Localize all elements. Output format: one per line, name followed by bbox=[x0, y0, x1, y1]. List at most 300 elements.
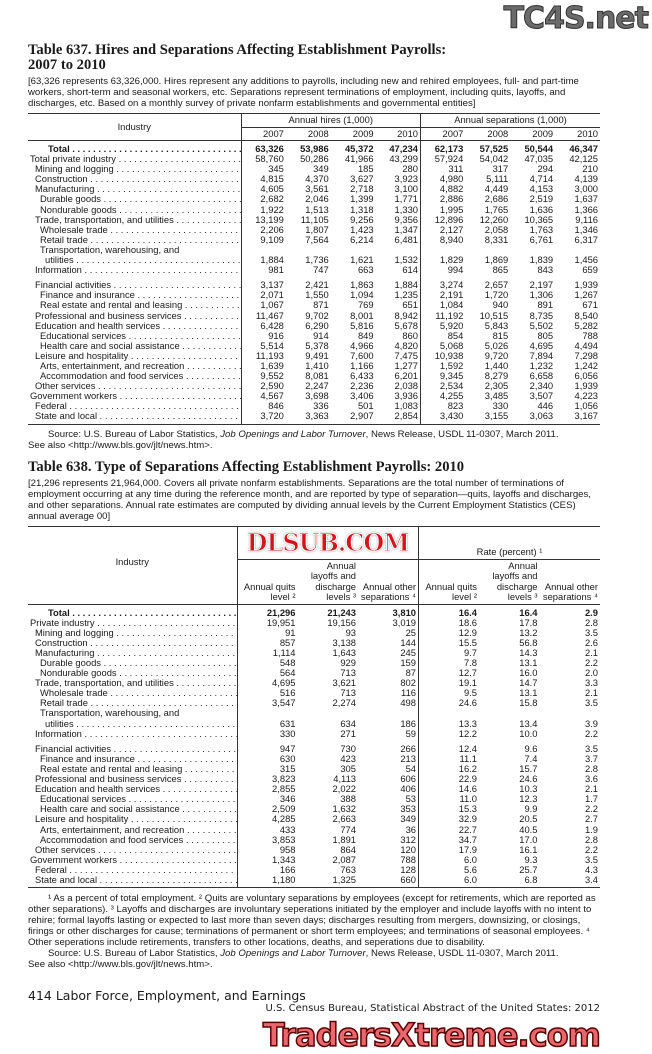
table-cell: 805 bbox=[537, 329, 554, 341]
table-cell: 747 bbox=[313, 264, 329, 276]
table-cell: 4,714 bbox=[529, 173, 554, 185]
table-cell: 12.3 bbox=[519, 793, 538, 805]
table-cell: 1,343 bbox=[272, 853, 296, 865]
row-label bbox=[28, 311, 241, 321]
table-cell: 730 bbox=[340, 742, 356, 754]
table-cell: 1,083 bbox=[376, 401, 421, 411]
table-cell: 671 bbox=[582, 299, 598, 311]
row-label-text: State and local . . . bbox=[35, 411, 241, 421]
table-row bbox=[28, 235, 600, 245]
table-cell: 3.7 bbox=[584, 752, 598, 764]
table-cell: 19,156 bbox=[327, 616, 356, 628]
table-cell: 3,138 bbox=[332, 636, 356, 648]
table-cell: 1,884 bbox=[260, 254, 284, 266]
table-cell: 1,056 bbox=[574, 400, 598, 412]
row-label bbox=[28, 321, 241, 331]
row-label bbox=[28, 764, 237, 774]
table-cell: 22.9 bbox=[458, 773, 477, 785]
table-cell: 3,621 bbox=[332, 677, 356, 689]
table-cell: 13.1 bbox=[519, 687, 538, 699]
table-cell: 1,632 bbox=[332, 803, 356, 815]
row-label bbox=[28, 875, 237, 888]
table-cell: 994 bbox=[447, 264, 464, 276]
table-cell: 21,243 bbox=[327, 606, 356, 618]
table-cell: 62,173 bbox=[434, 143, 464, 154]
table-cell: 498 bbox=[358, 698, 419, 708]
table-cell: 1,939 bbox=[574, 279, 598, 291]
row-label-text: Government workers . . . bbox=[30, 391, 241, 401]
row-label-text: Total . . . bbox=[48, 143, 241, 154]
row-label-text: Construction . . . bbox=[35, 174, 241, 184]
row-label-text: Health care and social assistance . . . bbox=[40, 804, 237, 814]
table-row bbox=[28, 719, 600, 729]
table-cell: 3,000 bbox=[574, 183, 598, 195]
table-cell: 12,260 bbox=[479, 213, 509, 225]
table-cell: 349 bbox=[358, 814, 419, 824]
table-cell: 6,481 bbox=[376, 235, 421, 245]
row-label bbox=[28, 774, 237, 784]
table-cell: 713 bbox=[340, 687, 356, 699]
table-cell: 947 bbox=[279, 742, 296, 754]
table-cell: 3,137 bbox=[260, 279, 284, 291]
table-638-source: Source: U.S. Bureau of Labor Statistics, Job Openings and Labor Turnover, News Release, USDL 11-0307, March 2011. See also <http://www.bls.gov/jlt/news.htm>. bbox=[28, 948, 559, 971]
table-cell: 294 bbox=[537, 163, 554, 175]
table-cell: 2,236 bbox=[350, 380, 374, 392]
table-cell: 1,884 bbox=[376, 275, 421, 290]
table-cell: 3.3 bbox=[584, 677, 598, 689]
row-label-text: Durable goods . . . bbox=[40, 658, 237, 668]
row-label bbox=[28, 141, 241, 155]
table-row bbox=[28, 754, 600, 764]
row-label bbox=[28, 719, 237, 729]
table-cell: 2,590 bbox=[260, 380, 284, 392]
table-cell: 4,370 bbox=[305, 173, 329, 185]
table-cell: 3,561 bbox=[305, 183, 329, 195]
row-label-text: Government workers . . . bbox=[30, 855, 237, 865]
table-cell: 45,372 bbox=[344, 143, 374, 154]
table-row bbox=[28, 678, 600, 688]
watermark-dlsub: DLSUB.COM bbox=[246, 527, 409, 557]
table-cell: 651 bbox=[376, 300, 421, 310]
table-cell: 802 bbox=[358, 678, 419, 688]
row-label bbox=[28, 845, 237, 855]
row-label bbox=[28, 275, 241, 290]
table-cell: 4,815 bbox=[260, 173, 284, 185]
row-label-text: Professional and business services . . . bbox=[35, 311, 241, 321]
table-cell: 4,882 bbox=[439, 183, 464, 195]
table-cell: 311 bbox=[448, 163, 464, 175]
table-cell: 7,600 bbox=[350, 349, 374, 361]
table-cell: 7.8 bbox=[463, 657, 477, 668]
row-label-text: Information . . . bbox=[35, 729, 237, 739]
table-cell: 4,605 bbox=[260, 183, 284, 195]
table-cell: 10,365 bbox=[524, 213, 554, 225]
table-row bbox=[28, 814, 600, 824]
table-cell: 2,022 bbox=[332, 783, 356, 795]
row-label-text: Professional and business services . . . bbox=[35, 774, 237, 784]
table-cell: 857 bbox=[279, 636, 296, 648]
table-cell: 5,843 bbox=[484, 319, 509, 331]
row-label-text: Manufacturing . . . bbox=[35, 648, 237, 658]
col-header: Annual other separations ⁴ bbox=[540, 559, 601, 604]
table-cell: 5,920 bbox=[439, 319, 464, 331]
table-cell: 1,720 bbox=[484, 289, 509, 301]
table-cell: 19,951 bbox=[266, 616, 296, 628]
table-cell: 12.9 bbox=[458, 626, 477, 638]
col-header-year: 2009 bbox=[331, 127, 376, 141]
row-label-text: Health care and social assistance . . . bbox=[40, 341, 241, 351]
title-line-1: Table 637. Hires and Separations Affecting Establishment Payrolls: bbox=[28, 42, 447, 58]
table-cell: 1,513 bbox=[305, 203, 329, 215]
table-637-title bbox=[28, 43, 600, 73]
table-cell: 128 bbox=[358, 865, 419, 875]
table-cell: 1,637 bbox=[574, 193, 598, 205]
source-link[interactable]: See also <http://www.bls.gov/jlt/news.htm>. bbox=[28, 959, 213, 971]
table-cell: 4,223 bbox=[574, 390, 598, 402]
row-label bbox=[28, 255, 241, 265]
table-cell: 9,116 bbox=[575, 213, 598, 225]
table-cell: 2,274 bbox=[332, 697, 356, 709]
table-cell: 317 bbox=[492, 163, 509, 175]
table-cell: 2.8 bbox=[584, 616, 598, 628]
row-label-text: Accommodation and food services . . . bbox=[40, 835, 237, 845]
table-cell: 6,056 bbox=[574, 370, 598, 382]
table-cell: 2,854 bbox=[376, 411, 421, 424]
table-cell: 32.9 bbox=[458, 813, 477, 825]
table-cell: 3,155 bbox=[465, 411, 510, 424]
row-label-text: Mining and logging . . . bbox=[35, 164, 241, 174]
table-cell: 981 bbox=[268, 264, 284, 276]
table-cell: 769 bbox=[357, 299, 374, 311]
row-label bbox=[28, 245, 241, 255]
row-label-text: Education and health services . . . bbox=[35, 784, 237, 794]
table-cell: 3,923 bbox=[376, 174, 421, 184]
row-label bbox=[28, 184, 241, 194]
table-cell: 2,718 bbox=[350, 183, 374, 195]
row-label-text: Retail trade . . . bbox=[40, 235, 241, 245]
table-cell: 11,105 bbox=[300, 213, 329, 225]
table-cell: 16.4 bbox=[519, 606, 538, 618]
table-cell: 3,853 bbox=[272, 833, 296, 845]
col-header: Annual layoffs and discharge levels ³ bbox=[298, 559, 359, 604]
table-cell: 159 bbox=[358, 658, 419, 668]
row-label bbox=[28, 708, 237, 718]
row-label bbox=[28, 351, 241, 361]
row-label-text: Total private industry . . . bbox=[30, 154, 241, 164]
table-cell: 16.4 bbox=[458, 606, 477, 618]
row-label bbox=[28, 648, 237, 658]
table-cell: 3,363 bbox=[286, 411, 331, 424]
col-header-year: 2010 bbox=[555, 127, 600, 141]
table-cell: 10.0 bbox=[519, 727, 538, 739]
table-cell: 2,197 bbox=[529, 279, 554, 291]
table-cell: 634 bbox=[340, 717, 356, 729]
table-cell: 659 bbox=[582, 264, 598, 276]
table-cell: 1,807 bbox=[305, 223, 329, 235]
row-label-text: Real estate and rental and leasing . . . bbox=[40, 764, 237, 774]
table-cell: 10.3 bbox=[519, 783, 538, 795]
table-cell: 4,980 bbox=[439, 173, 464, 185]
table-cell: 1,763 bbox=[529, 223, 554, 235]
table-cell: 3,507 bbox=[529, 390, 554, 402]
table-cell: 1,084 bbox=[439, 299, 464, 311]
table-cell: 20.5 bbox=[519, 813, 538, 825]
table-cell: 3.5 bbox=[584, 626, 598, 638]
row-label bbox=[28, 215, 241, 225]
table-cell: 1,765 bbox=[484, 203, 509, 215]
row-label-text: Information . . . bbox=[35, 265, 241, 275]
page-footer-section: 414 Labor Force, Employment, and Earnings bbox=[28, 988, 306, 1004]
row-label-text: Leisure and hospitality . . . bbox=[35, 351, 241, 361]
table-cell: 446 bbox=[537, 400, 554, 412]
table-cell: 6,201 bbox=[376, 371, 421, 381]
table-cell: 2,421 bbox=[305, 279, 329, 291]
table-cell: 4,449 bbox=[484, 183, 509, 195]
table-cell: 63,326 bbox=[255, 143, 284, 154]
table-cell: 2,886 bbox=[439, 193, 464, 205]
table-cell: 22.7 bbox=[458, 823, 477, 835]
table-cell: 1.7 bbox=[584, 793, 598, 805]
row-label-text: Wholesale trade . . . bbox=[40, 225, 241, 235]
table-cell: 3.9 bbox=[584, 717, 598, 729]
row-label bbox=[28, 164, 241, 174]
table-cell: 19.1 bbox=[458, 677, 477, 689]
table-cell: 305 bbox=[340, 762, 356, 774]
table-cell: 15.7 bbox=[519, 762, 538, 774]
row-label bbox=[28, 341, 241, 351]
table-cell: 349 bbox=[313, 163, 329, 175]
table-cell: 1,550 bbox=[305, 289, 329, 301]
table-row bbox=[28, 618, 600, 628]
table-cell: 1,325 bbox=[298, 875, 359, 888]
table-cell: 423 bbox=[340, 752, 356, 764]
table-cell: 4,567 bbox=[260, 390, 284, 402]
table-cell: 891 bbox=[537, 299, 554, 311]
table-cell: 47,234 bbox=[376, 141, 421, 155]
table-cell: 7.4 bbox=[524, 752, 538, 764]
table-cell: 9,356 bbox=[376, 215, 421, 225]
table-cell: 330 bbox=[492, 400, 509, 412]
table-cell: 3,485 bbox=[484, 390, 509, 402]
table-cell: 3,810 bbox=[358, 604, 419, 618]
table-cell: 87 bbox=[358, 668, 419, 678]
table-cell: 9,109 bbox=[260, 233, 284, 245]
table-cell: 353 bbox=[358, 804, 419, 814]
table-cell: 42,125 bbox=[569, 153, 598, 165]
row-label-text: Trade, transportation, and utilities . . . bbox=[35, 215, 241, 225]
table-cell: 4,820 bbox=[376, 341, 421, 351]
row-label-text: Finance and insurance . . . bbox=[40, 290, 241, 300]
table-cell: 1,643 bbox=[332, 646, 356, 658]
table-cell: 3,406 bbox=[350, 390, 374, 402]
table-cell: 1,242 bbox=[574, 359, 598, 371]
table-cell: 1,410 bbox=[305, 359, 329, 371]
table-cell: 15.3 bbox=[458, 803, 477, 815]
table-cell: 2.9 bbox=[584, 606, 598, 618]
row-label bbox=[28, 300, 241, 310]
table-cell: 564 bbox=[279, 667, 296, 679]
row-label-text: Educational services . . . bbox=[40, 794, 237, 804]
table-cell: 186 bbox=[358, 719, 419, 729]
table-cell: 9.3 bbox=[524, 853, 538, 865]
table-cell: 9.5 bbox=[463, 687, 477, 699]
table-cell: 5,282 bbox=[574, 319, 598, 331]
table-row bbox=[28, 658, 600, 668]
row-label-text: Retail trade . . . bbox=[40, 698, 237, 708]
table-cell: 548 bbox=[279, 657, 296, 668]
table-row bbox=[28, 825, 600, 835]
table-cell: 6,658 bbox=[529, 370, 554, 382]
row-label-text: Transportation, warehousing, and bbox=[40, 708, 180, 719]
table-cell: 2.0 bbox=[584, 667, 598, 679]
table-cell: 864 bbox=[340, 843, 356, 855]
table-cell: 345 bbox=[268, 163, 284, 175]
source-link[interactable]: See also <http://www.bls.gov/jlt/news.htm>. bbox=[28, 439, 213, 451]
table-cell: 6,433 bbox=[350, 370, 374, 382]
row-label bbox=[28, 290, 241, 300]
row-label bbox=[28, 391, 241, 401]
table-cell: 2,127 bbox=[439, 223, 464, 235]
table-cell: 916 bbox=[268, 329, 284, 341]
table-cell: 940 bbox=[492, 299, 509, 311]
table-cell: 4.3 bbox=[584, 863, 598, 875]
table-cell: 1,939 bbox=[574, 380, 598, 392]
table-cell: 815 bbox=[492, 329, 509, 341]
table-cell: 958 bbox=[279, 843, 296, 855]
table-cell: 5,816 bbox=[350, 319, 374, 331]
table-cell: 860 bbox=[376, 331, 421, 341]
table-cell: 2,206 bbox=[260, 223, 284, 235]
table-row bbox=[28, 638, 600, 648]
row-label bbox=[28, 411, 241, 424]
table-cell: 631 bbox=[279, 717, 296, 729]
table-cell: 280 bbox=[376, 164, 421, 174]
table-cell: 1,180 bbox=[237, 875, 298, 888]
table-cell: 9,702 bbox=[305, 309, 329, 321]
table-cell: 1,277 bbox=[376, 361, 421, 371]
table-cell: 1,456 bbox=[574, 254, 598, 266]
table-cell: 2.1 bbox=[584, 687, 598, 699]
row-label-text: Total . . . bbox=[48, 607, 237, 618]
col-header-year: 2008 bbox=[465, 127, 510, 141]
table-row bbox=[28, 784, 600, 794]
table-cell: 9.7 bbox=[463, 646, 477, 658]
table-cell: 2,907 bbox=[331, 411, 376, 424]
table-cell: 21,296 bbox=[266, 606, 296, 618]
table-cell: 1,347 bbox=[376, 225, 421, 235]
table-cell: 12,896 bbox=[434, 213, 464, 225]
table-row bbox=[28, 774, 600, 784]
table-cell: 2,071 bbox=[260, 289, 284, 301]
table-cell: 6.0 bbox=[419, 875, 480, 888]
table-cell: 1,869 bbox=[484, 254, 509, 266]
table-cell: 7,564 bbox=[305, 233, 329, 245]
table-cell: 2,519 bbox=[529, 193, 554, 205]
table-cell: 50,286 bbox=[300, 153, 329, 165]
table-cell: 2,682 bbox=[260, 193, 284, 205]
table-cell: 6,761 bbox=[529, 233, 554, 245]
table-cell: 271 bbox=[340, 727, 356, 739]
table-cell: 3,698 bbox=[305, 390, 329, 402]
table-cell: 25.7 bbox=[519, 863, 538, 875]
row-label bbox=[28, 638, 237, 648]
col-header: Annual quits level ² bbox=[419, 559, 480, 604]
table-cell: 245 bbox=[358, 648, 419, 658]
table-cell: 3,167 bbox=[555, 411, 600, 424]
table-cell: 846 bbox=[268, 400, 284, 412]
row-label bbox=[28, 825, 237, 835]
table-cell: 8,940 bbox=[439, 233, 464, 245]
table-cell: 9.9 bbox=[524, 803, 538, 815]
col-header-year: 2010 bbox=[376, 127, 421, 141]
row-label-text: Other services . . . bbox=[35, 845, 237, 855]
row-label bbox=[28, 618, 237, 628]
table-cell: 516 bbox=[279, 687, 296, 699]
table-cell: 2.8 bbox=[584, 833, 598, 845]
table-row bbox=[28, 300, 600, 310]
page-footer-publication: U.S. Census Bureau, Statistical Abstract of the United States: 2012 bbox=[265, 1003, 600, 1015]
table-cell: 1,621 bbox=[350, 254, 374, 266]
table-cell: 2,046 bbox=[305, 193, 329, 205]
table-cell: 2,058 bbox=[484, 223, 509, 235]
table-cell: 4,285 bbox=[272, 813, 296, 825]
table-cell: 43,299 bbox=[376, 154, 421, 164]
row-label bbox=[28, 784, 237, 794]
table-cell: 40.5 bbox=[519, 823, 538, 835]
table-cell: 1,829 bbox=[439, 254, 464, 266]
table-637 bbox=[28, 113, 600, 425]
table-cell: 6,428 bbox=[260, 319, 284, 331]
table-cell: 53 bbox=[358, 794, 419, 804]
table-row bbox=[28, 764, 600, 774]
table-cell: 1,232 bbox=[529, 359, 554, 371]
row-label-text: Financial activities . . . bbox=[35, 743, 237, 754]
row-label-text: Arts, entertainment, and recreation . . . bbox=[40, 361, 241, 371]
table-cell: 330 bbox=[279, 727, 296, 739]
row-label-text: Real estate and rental and leasing . . . bbox=[40, 300, 241, 310]
table-cell: 17.0 bbox=[519, 833, 538, 845]
table-cell: 7,298 bbox=[574, 349, 598, 361]
table-cell: 57,924 bbox=[434, 153, 464, 165]
table-cell: 1,736 bbox=[305, 254, 329, 266]
table-cell: 1,267 bbox=[574, 289, 598, 301]
table-cell: 1.9 bbox=[584, 823, 598, 835]
table-cell: 36 bbox=[358, 825, 419, 835]
col-header-year: 2008 bbox=[286, 127, 331, 141]
table-cell: 213 bbox=[358, 754, 419, 764]
table-row bbox=[28, 708, 600, 718]
table-cell: 5,514 bbox=[260, 339, 284, 351]
table-cell: 58,760 bbox=[255, 153, 284, 165]
table-cell: 8,279 bbox=[484, 370, 509, 382]
row-label-text: Federal . . . bbox=[35, 865, 237, 875]
table-cell: 2.1 bbox=[584, 646, 598, 658]
table-cell: 6.8 bbox=[479, 875, 540, 888]
table-cell: 1,995 bbox=[439, 203, 464, 215]
table-cell: 93 bbox=[345, 626, 356, 638]
table-cell: 312 bbox=[358, 835, 419, 845]
table-cell: 8,081 bbox=[305, 370, 329, 382]
table-cell: 871 bbox=[313, 299, 329, 311]
row-label bbox=[28, 668, 237, 678]
table-cell: 2,663 bbox=[332, 813, 356, 825]
row-label bbox=[28, 604, 237, 618]
table-cell: 2,087 bbox=[332, 853, 356, 865]
row-label-text: Accommodation and food services . . . bbox=[40, 371, 241, 381]
col-header: Annual other separations ⁴ bbox=[358, 559, 419, 604]
row-label-text: Leisure and hospitality . . . bbox=[35, 814, 237, 824]
table-cell: 18.6 bbox=[458, 616, 477, 628]
